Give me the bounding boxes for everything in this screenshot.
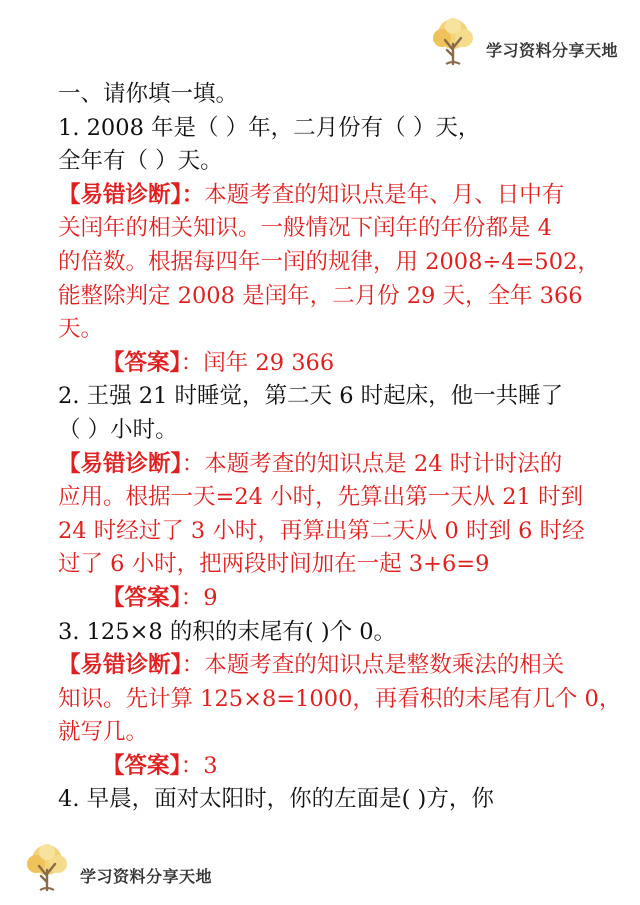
- brand-name: 学习资料分享天地: [80, 866, 213, 886]
- q1-line2: 全年有（ ）天。: [58, 148, 223, 175]
- q3-analysis-line3: 就写几。: [58, 719, 149, 746]
- q3-answer-label: 【答案】: [102, 752, 181, 779]
- q2-answer: [58, 582, 588, 616]
- q3-analysis-line2: 知识。先计算 125×8=1000，再看积的末尾有几个 0，: [58, 685, 622, 712]
- q3-analysis-line1: [58, 649, 588, 683]
- q1-answer-text: ：闰年 29 366: [180, 349, 335, 376]
- q2-answer-text: ：9: [180, 584, 218, 611]
- q3-analysis-label: 【易错诊断】: [58, 652, 182, 679]
- q2-analysis-line2: 应用。根据一天=24 小时，先算出第一天从 21 时到: [58, 484, 584, 511]
- q1-analysis-line2: 关闰年的相关知识。一般情况下闰年的年份都是 4: [58, 215, 552, 242]
- q2-line1: 2. 王强 21 时睡觉，第二天 6 时起床，他一共睡了: [58, 383, 564, 410]
- q4-line1: 4. 早晨，面对太阳时，你的左面是( )方，你: [58, 786, 494, 813]
- q1-analysis-line3: 的倍数。根据每四年一闰的规律，用 2008÷4=502，: [58, 248, 600, 275]
- q2-analysis-label: 【易错诊断】: [58, 450, 182, 477]
- q2-analysis-text1: ：本题考查的知识点是 24 时计时法的: [181, 450, 563, 477]
- header-brand: [428, 16, 618, 68]
- q1-answer: [58, 347, 588, 381]
- tree-logo-icon: [428, 16, 478, 68]
- q2-analysis-line3: 24 时经过了 3 小时，再算出第二天从 0 时到 6 时经: [58, 517, 585, 544]
- q1-analysis-label: 【易错诊断】: [58, 181, 182, 208]
- tree-logo-icon: [22, 842, 72, 894]
- q1-answer-label: 【答案】: [102, 349, 181, 376]
- q1-analysis-line1: 【易错诊断】：本题考查的知识点是年、月、日中有: [58, 181, 565, 208]
- q1-analysis-line4: 能整除判定 2008 是闰年，二月份 29 天，全年 366: [58, 282, 583, 309]
- q3-line1: 3. 125×8 的积的末尾有( )个 0。: [58, 618, 397, 645]
- q3-analysis-text1: ：本题考查的知识点是整数乘法的相关: [181, 652, 565, 679]
- q3-answer-text: ：3: [180, 752, 218, 779]
- q2-analysis-line4: 过了 6 小时，把两段时间加在一起 3+6=9: [58, 551, 490, 578]
- document-body: [58, 78, 622, 817]
- q1-analysis-line5: 天。: [58, 316, 104, 343]
- section-title: 一、请你填一填。: [58, 81, 239, 107]
- q2-analysis-line1: [58, 448, 588, 482]
- q1-analysis-text1: 本题考查的知识点是年、月、日中有: [204, 181, 565, 208]
- q2-line2: （ ）小时。: [58, 416, 178, 443]
- q2-answer-label: 【答案】: [102, 584, 181, 611]
- brand-name: 学习资料分享天地: [486, 40, 619, 60]
- footer-brand: [22, 842, 212, 894]
- q1-line1: 1. 2008 年是（ ）年，二月份有（ ）天，: [58, 114, 481, 141]
- q3-answer: [58, 750, 588, 784]
